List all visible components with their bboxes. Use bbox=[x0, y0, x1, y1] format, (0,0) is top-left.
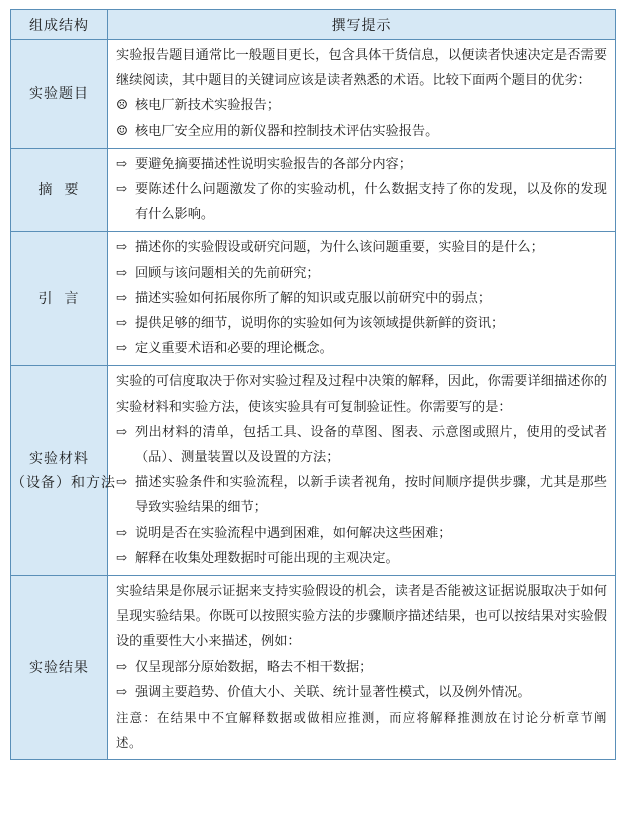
smile-face-icon: ☺ bbox=[116, 123, 128, 139]
tip-bullet bbox=[116, 311, 607, 336]
section-tips bbox=[108, 366, 616, 576]
section-label bbox=[11, 40, 108, 149]
table-row bbox=[11, 40, 616, 149]
table-row bbox=[11, 148, 616, 232]
sad-face-icon: ☹ bbox=[116, 98, 128, 114]
tip-note: 注意：在结果中不宜解释数据或做相应推测，而应将解释推测放在讨论分析章节阐述。 bbox=[116, 710, 607, 751]
arrow-right-icon: ⇨ bbox=[116, 684, 128, 700]
section-label bbox=[11, 366, 116, 576]
table-row bbox=[11, 232, 616, 366]
tip-text: 回顾与该问题相关的先前研究； bbox=[135, 265, 320, 281]
tip-bullet bbox=[116, 680, 607, 705]
section-label-line: 摘 要 bbox=[38, 182, 80, 199]
section-tips bbox=[108, 232, 616, 366]
table-row bbox=[11, 576, 616, 760]
tip-text: 核电厂新技术实验报告； bbox=[135, 98, 281, 114]
arrow-right-icon: ⇨ bbox=[116, 475, 128, 491]
section-label-line: 引 言 bbox=[38, 290, 80, 307]
tip-text: 仅呈现部分原始数据，略去不相干数据； bbox=[135, 659, 373, 675]
tip-bullet bbox=[116, 336, 607, 361]
arrow-right-icon: ⇨ bbox=[116, 290, 128, 306]
header-row bbox=[11, 10, 616, 40]
tip-paragraph: 实验报告题目通常比一般题目更长，包含具体干货信息，以便读者快速决定是否需要继续阅读，其中题目的关键词应该是读者熟悉的术语。比较下面两个题目的优劣： bbox=[116, 48, 607, 89]
arrow-right-icon: ⇨ bbox=[116, 316, 128, 332]
section-label-line: 实验题目 bbox=[29, 85, 89, 102]
section-label bbox=[11, 232, 108, 366]
section-tips bbox=[108, 148, 616, 232]
arrow-right-icon: ⇨ bbox=[116, 156, 128, 172]
tip-text: 核电厂安全应用的新仪器和控制技术评估实验报告。 bbox=[135, 123, 439, 139]
tip-bullet bbox=[116, 152, 607, 177]
table-body bbox=[11, 40, 616, 760]
writing-guide-table bbox=[10, 9, 616, 760]
tip-bullet bbox=[116, 521, 607, 546]
arrow-right-icon: ⇨ bbox=[116, 182, 128, 198]
tip-text: 描述实验如何拓展你所了解的知识或克服以前研究中的弱点； bbox=[135, 290, 492, 306]
tip-text: 要陈述什么问题激发了你的实验动机，什么数据支持了你的发现，以及你的发现有什么影响。 bbox=[135, 182, 607, 223]
tip-text: 提供足够的细节，说明你的实验如何为该领域提供新鲜的资讯； bbox=[135, 316, 505, 332]
tip-text: 列出材料的清单，包括工具、设备的草图、图表、示意图或照片，使用的受试者（品）、测量装置以及设置的方法； bbox=[135, 424, 607, 466]
tip-text: 描述实验条件和实验流程，以新手读者视角，按时间顺序提供步骤，尤其是那些导致实验结果的细节； bbox=[135, 475, 607, 516]
arrow-right-icon: ⇨ bbox=[116, 240, 128, 256]
arrow-right-icon: ⇨ bbox=[116, 550, 128, 566]
tip-text: 描述你的实验假设或研究问题，为什么该问题重要，实验目的是什么； bbox=[135, 240, 544, 256]
section-tips bbox=[108, 40, 616, 149]
tip-bullet bbox=[116, 470, 607, 520]
tip-bullet bbox=[116, 235, 607, 260]
section-label bbox=[11, 576, 108, 760]
tip-bullet bbox=[116, 655, 607, 680]
tip-paragraph: 实验结果是你展示证据来支持实验假设的机会，读者是否能被这证据说服取决于如何呈现实验结果。你既可以按照实验方法的步骤顺序描述结果，也可以按结果对实验假设的重要性大小来描述，例如： bbox=[116, 584, 607, 650]
tip-bullet bbox=[116, 93, 607, 118]
tip-bullet bbox=[116, 546, 607, 571]
arrow-right-icon: ⇨ bbox=[116, 341, 128, 357]
section-tips bbox=[108, 576, 616, 760]
section-label-line: （设备）和方法 bbox=[11, 474, 116, 491]
arrow-right-icon: ⇨ bbox=[116, 659, 128, 675]
arrow-right-icon: ⇨ bbox=[116, 424, 128, 440]
header-writing-tips: 撰写提示 bbox=[108, 10, 616, 40]
section-label-line: 实验结果 bbox=[29, 659, 89, 676]
tip-bullet bbox=[116, 261, 607, 286]
tip-bullet bbox=[116, 177, 607, 227]
tip-text: 解释在收集处理数据时可能出现的主观决定。 bbox=[135, 550, 399, 566]
tip-bullet bbox=[116, 119, 607, 144]
tip-bullet bbox=[116, 420, 607, 470]
header-structure: 组成结构 bbox=[11, 10, 108, 40]
writing-guide-table-wrapper bbox=[10, 9, 615, 760]
tip-text: 要避免摘要描述性说明实验报告的各部分内容； bbox=[135, 156, 412, 172]
tip-text: 强调主要趋势、价值大小、关联、统计显著性模式，以及例外情况。 bbox=[135, 684, 531, 700]
arrow-right-icon: ⇨ bbox=[116, 265, 128, 281]
arrow-right-icon: ⇨ bbox=[116, 525, 128, 541]
table-row bbox=[11, 366, 616, 576]
tip-text: 说明是否在实验流程中遇到困难，如何解决这些困难； bbox=[135, 525, 452, 541]
tip-bullet bbox=[116, 286, 607, 311]
tip-paragraph: 实验的可信度取决于你对实验过程及过程中决策的解释，因此，你需要详细描述你的实验材料和实验方法，使该实验具有可复制验证性。你需要写的是： bbox=[116, 374, 607, 415]
section-label bbox=[11, 148, 108, 232]
section-label-line: 实验材料 bbox=[29, 450, 89, 467]
tip-text: 定义重要术语和必要的理论概念。 bbox=[135, 341, 333, 357]
